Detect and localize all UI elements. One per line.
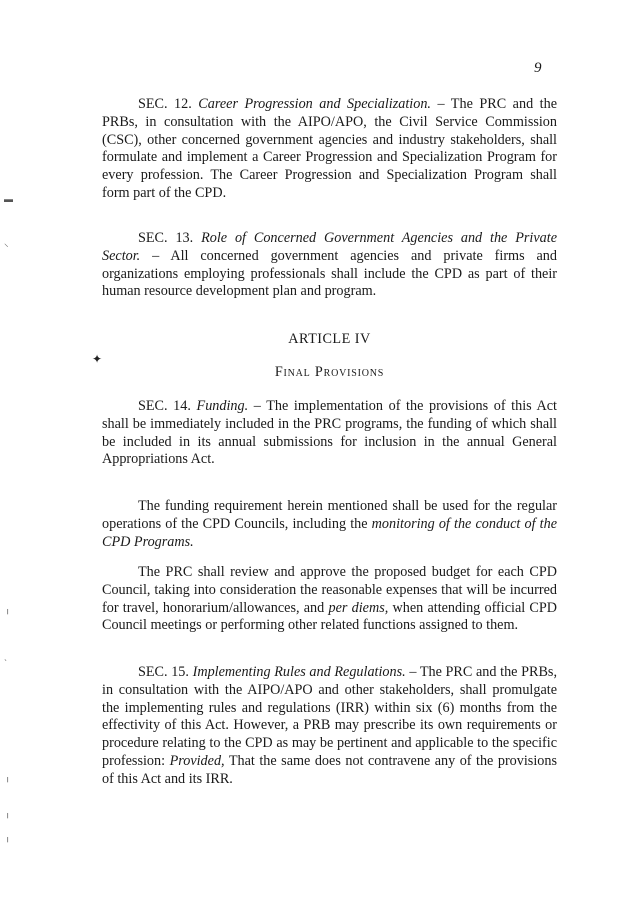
section-15-title: Implementing Rules and Regulations. (192, 664, 406, 680)
article-subheading: Final Provisions (274, 364, 385, 380)
section-13-label: SEC. 13. (138, 230, 194, 246)
section-14-title: Funding. (196, 398, 249, 414)
scan-mark: ▬ (4, 194, 13, 204)
page-number: 9 (534, 60, 542, 76)
section-15-paragraph (102, 664, 557, 789)
section-13 (102, 230, 557, 301)
section-12-title: Career Progression and Specialization. (198, 96, 431, 112)
section-14-p3-end: when attending official CPD Council meetings or performing other related functions assigned to them. (102, 599, 558, 634)
scan-mark: ╷ (5, 772, 11, 782)
section-14-p2-text: The funding requirement herein mentioned shall be used for the regular operations of the CPD Councils, including the (102, 498, 557, 532)
section-15 (102, 664, 557, 789)
section-12-paragraph (102, 96, 557, 203)
scan-mark: ⸌ (4, 242, 9, 252)
section-14-p3-italic: per diems, (328, 599, 389, 616)
section-13-paragraph (102, 230, 557, 301)
section-14-para-2 (102, 498, 557, 551)
section-15-label: SEC. 15. (138, 664, 189, 680)
section-12-label: SEC. 12. (138, 96, 192, 112)
scan-mark: ˋ (4, 658, 7, 668)
section-15-end: That the same does not contravene any of the provisions of this Act and its IRR. (102, 752, 557, 787)
section-14 (102, 398, 557, 469)
section-12 (102, 96, 557, 203)
section-15-body: – The PRC and the PRBs, in consultation with the AIPO/APO and other stakeholders, shall promulgate the implementing rules and regulations (IRR) within six (6) months from the effectivity of this Act. However, a PRB may prescribe its own requirements or procedure relating to the CPD as may be pertinent and applicable to the specific profession: (102, 664, 558, 769)
section-14-paragraph-3 (102, 564, 557, 635)
section-14-paragraph-1 (102, 398, 557, 469)
scan-mark: ✦ (92, 352, 103, 366)
section-13-body: – All concerned government agencies and private firms and organizations employing professionals shall include the CPD as part of their human resource development plan and program. (102, 247, 557, 300)
section-15-proviso: Provided, (169, 752, 225, 769)
section-14-paragraph-2 (102, 498, 557, 551)
scan-mark: ╷ (5, 604, 11, 614)
scan-mark: ╷ (5, 808, 11, 818)
article-heading: ARTICLE IV (288, 331, 371, 347)
section-14-p3-text: The PRC shall review and approve the proposed budget for each CPD Council, taking into consideration the reasonable expenses that will be incurred for travel, honorarium/allowances, and (102, 564, 557, 616)
section-14-label: SEC. 14. (138, 398, 191, 414)
section-14-para-3 (102, 564, 557, 635)
section-14-body: – The implementation of the provisions of this Act shall be immediately included in the PRC programs, the funding of which shall be included in its annual submissions for inclusion in the annual General Appropriations Act. (102, 398, 557, 468)
scan-mark: ╷ (5, 832, 11, 842)
section-13-title: Role of Concerned Government Agencies and the Private Sector. (102, 230, 557, 264)
section-14-p2-italic: monitoring of the conduct of the CPD Programs. (102, 515, 557, 550)
section-12-body: – The PRC and the PRBs, in consultation with the AIPO/APO, the Civil Service Commission (CSC), other concerned government agencies and industry stakeholders, shall formulate and implement a Career Progression and Specialization Program for every profession. The Career Progression and Specialization Program shall form part of the CPD. (102, 96, 557, 201)
